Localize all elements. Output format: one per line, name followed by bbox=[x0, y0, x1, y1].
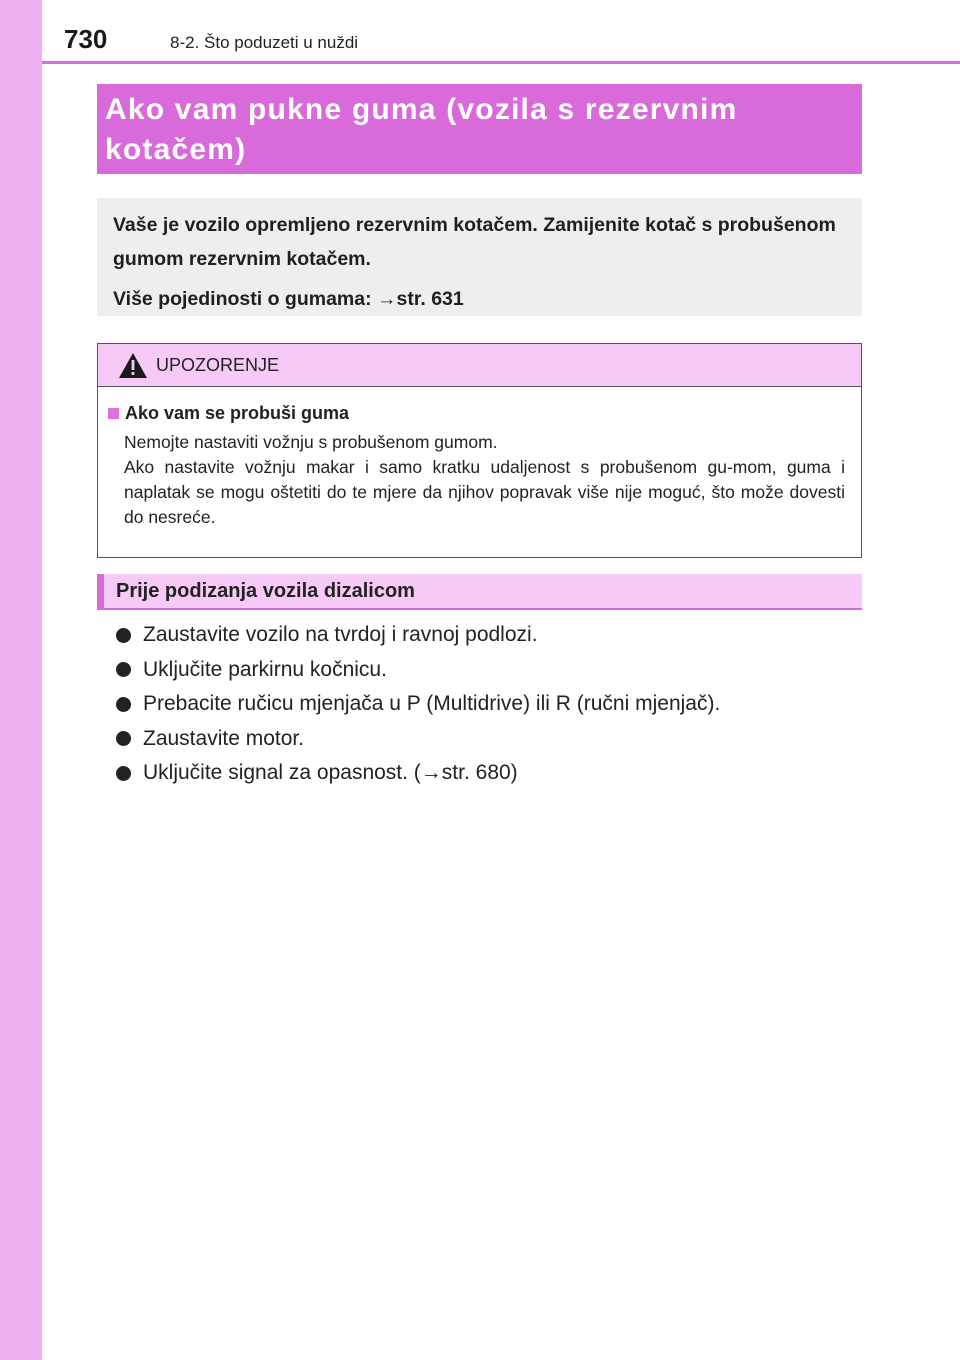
list-item-text: Zaustavite vozilo na tvrdoj i ravnoj podlozi. bbox=[143, 623, 538, 647]
section-reference: 8-2. Što poduzeti u nuždi bbox=[170, 33, 359, 52]
list-item bbox=[116, 653, 720, 688]
intro-box bbox=[97, 198, 862, 316]
page-title: Ako vam pukne guma (vozila s rezervnim kotačem) bbox=[105, 93, 738, 166]
list-item-text: Prebacite ručicu mjenjača u P (Multidrive) ili R (ručni mjenjač). bbox=[143, 692, 721, 716]
bullet-icon bbox=[116, 628, 131, 643]
list-item-text: Zaustavite motor. bbox=[143, 726, 305, 750]
intro-text: Vaše je vozilo opremljeno rezervnim kotačem. Zamijenite kotač s probušenom gumom rezervnim kotačem. bbox=[113, 214, 836, 270]
list-item bbox=[116, 618, 720, 653]
list-item bbox=[116, 687, 720, 722]
title-box bbox=[97, 84, 862, 174]
intro-reference: Više pojedinosti o gumama: →str. 631 bbox=[113, 288, 464, 310]
warning-label: UPOZORENJE bbox=[156, 355, 280, 375]
list-item-text: Uključite parkirnu kočnicu. bbox=[143, 657, 387, 681]
bullet-icon bbox=[116, 697, 131, 712]
bullet-icon bbox=[116, 662, 131, 677]
list-item bbox=[116, 756, 720, 791]
warning-box bbox=[97, 343, 862, 558]
warning-triangle-icon bbox=[118, 352, 148, 384]
warning-line: Ako nastavite vožnju makar i samo kratku udaljenost s probušenom gu-mom, guma i naplatak se mogu oštetiti do te mjere da njihov popravak više nije moguć, što može dovesti do nesreće. bbox=[124, 457, 845, 527]
section-heading bbox=[97, 574, 862, 610]
square-bullet-icon bbox=[108, 408, 119, 419]
section-heading-text: Prije podizanja vozila dizalicom bbox=[116, 580, 415, 602]
bullet-icon bbox=[116, 731, 131, 746]
warning-subtitle-text: Ako vam se probuši guma bbox=[125, 403, 350, 423]
list-item bbox=[116, 722, 720, 757]
warning-line: Nemojte nastaviti vožnju s probušenom gumom. bbox=[124, 432, 498, 452]
warning-header bbox=[98, 344, 861, 387]
list-item-text: Uključite signal za opasnost. (→str. 680) bbox=[143, 761, 518, 785]
warning-body bbox=[98, 387, 861, 530]
page-number: 730 bbox=[64, 24, 108, 54]
warning-subtitle bbox=[108, 403, 845, 424]
bullet-icon bbox=[116, 766, 131, 781]
warning-text bbox=[124, 430, 845, 530]
steps-list bbox=[116, 618, 720, 791]
header-rule bbox=[42, 61, 960, 64]
side-strip bbox=[0, 0, 42, 1360]
